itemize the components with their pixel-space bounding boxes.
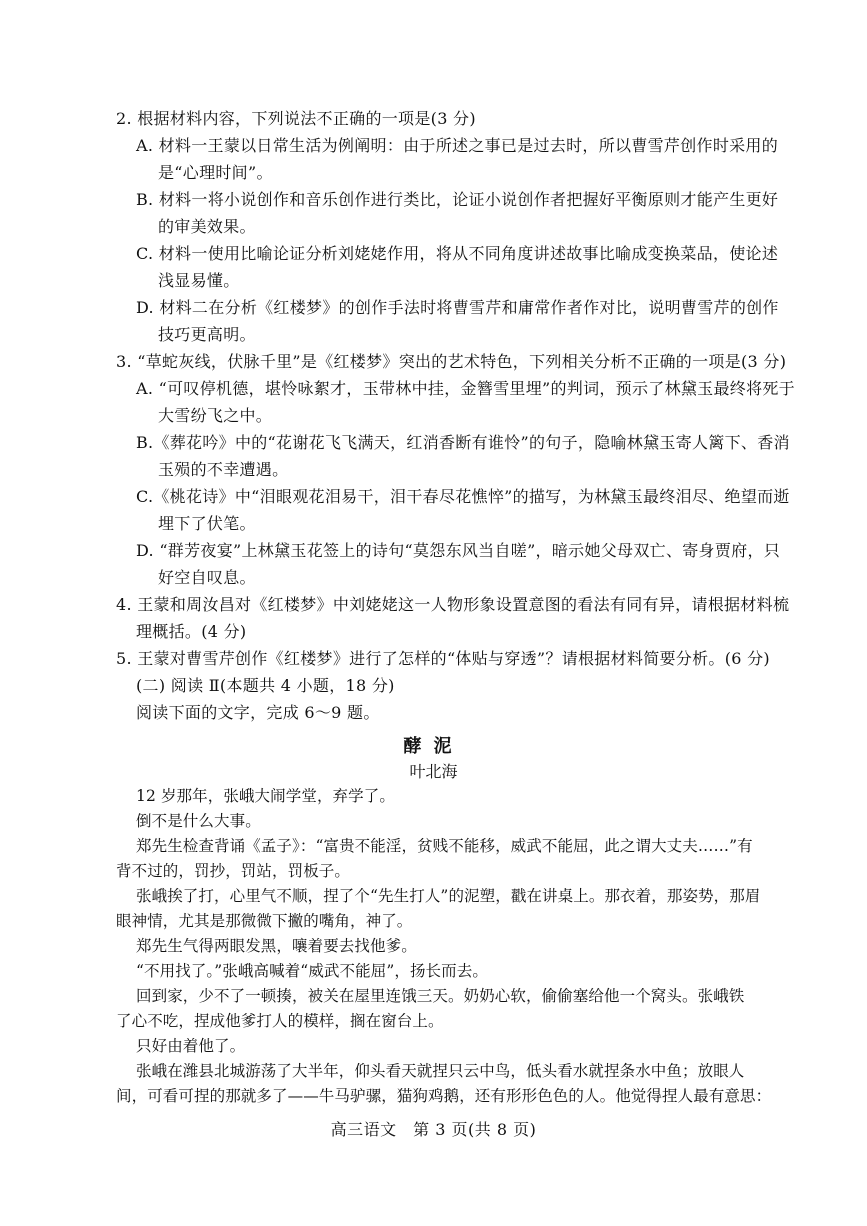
- question-4-stem-cont: 理概括。(4 分): [136, 622, 247, 641]
- story-paragraph: 回到家，少不了一顿揍，被关在屋里连饿三天。奶奶心软，偷偷塞给他一个窝头。张峨铁: [136, 987, 745, 1005]
- question-3-option-b-cont: 玉殒的不幸遭遇。: [158, 460, 289, 479]
- question-2-option-b-cont: 的审美效果。: [158, 217, 256, 236]
- question-2-option-b: B. 材料一将小说创作和音乐创作进行类比，论证小说创作者把握好平衡原则才能产生更好: [136, 190, 779, 209]
- question-3-option-a-cont: 大雪纷飞之中。: [158, 406, 273, 425]
- page-footer: 高三语文 第 3 页(共 8 页): [330, 1120, 537, 1139]
- question-2-option-d-cont: 技巧更高明。: [158, 325, 256, 344]
- story-paragraph: 张峨挨了打，心里气不顺，捏了个“先生打人”的泥塑，戳在讲桌上。那衣着，那姿势，那眉: [136, 887, 761, 905]
- question-3-option-a: A. “可叹停机德，堪怜咏絮才，玉带林中挂，金簪雪里埋”的判词，预示了林黛玉最终将死于: [136, 379, 795, 398]
- question-2-option-a: A. 材料一王蒙以日常生活为例阐明：由于所述之事已是过去时，所以曹雪芹创作时采用的: [136, 136, 779, 155]
- section-heading: (二) 阅读 Ⅱ(本题共 4 小题，18 分): [136, 676, 395, 695]
- story-paragraph: 郑先生检查背诵《孟子》：“富贵不能淫，贫贱不能移，威武不能屈，此之谓大丈夫……”有: [136, 837, 753, 855]
- question-4-stem: 4. 王蒙和周汝昌对《红楼梦》中刘姥姥这一人物形象设置意图的看法有同有异，请根据材料梳: [116, 595, 790, 614]
- question-3-option-d: D. “群芳夜宴”上林黛玉花签上的诗句“莫怨东风当自嗟”，暗示她父母双亡、寄身贾府，只: [136, 541, 781, 560]
- story-author: 叶北海: [409, 762, 458, 781]
- question-5-stem: 5. 王蒙对曹雪芹创作《红楼梦》进行了怎样的“体贴与穿透”？请根据材料简要分析。(6 分): [116, 649, 770, 668]
- question-2-option-a-cont: 是“心理时间”。: [158, 163, 273, 182]
- story-paragraph-cont: 间，可看可捏的那就多了——牛马驴骡，猫狗鸡鹅，还有形形色色的人。他觉得捏人最有意思：: [116, 1087, 772, 1105]
- question-2-stem: 2. 根据材料内容，下列说法不正确的一项是(3 分): [116, 109, 476, 128]
- question-3-option-c-cont: 埋下了伏笔。: [158, 514, 256, 533]
- question-3-option-b: B.《葬花吟》中的“花谢花飞飞满天，红消香断有谁怜”的句子，隐喻林黛玉寄人篱下、香消: [136, 433, 790, 452]
- story-paragraph: 倒不是什么大事。: [136, 812, 261, 830]
- question-3-option-d-cont: 好空自叹息。: [158, 568, 256, 587]
- story-paragraph-cont: 背不过的，罚抄，罚站，罚板子。: [116, 862, 351, 880]
- question-3-stem: 3. “草蛇灰线，伏脉千里”是《红楼梦》突出的艺术特色，下列相关分析不正确的一项是(3 分): [116, 352, 787, 371]
- story-paragraph: “不用找了。”张峨高喊着“威武不能屈”，扬长而去。: [136, 962, 488, 980]
- question-2-option-c-cont: 浅显易懂。: [158, 271, 240, 290]
- section-instruction: 阅读下面的文字，完成 6～9 题。: [136, 703, 380, 722]
- question-3-option-c: C.《桃花诗》中“泪眼观花泪易干，泪干春尽花憔悴”的描写，为林黛玉最终泪尽、绝望而逝: [136, 487, 790, 506]
- question-2-option-d: D. 材料二在分析《红楼梦》的创作手法时将曹雪芹和庸常作者作对比，说明曹雪芹的创作: [136, 298, 779, 317]
- story-paragraph-cont: 了心不吃，捏成他爹打人的模样，搁在窗台上。: [116, 1012, 444, 1030]
- story-paragraph-cont: 眼神情，尤其是那微微下撇的嘴角，神了。: [116, 912, 413, 930]
- question-2-option-c: C. 材料一使用比喻论证分析刘姥姥作用，将从不同角度讲述故事比喻成变换菜品，使论述: [136, 244, 779, 263]
- story-title: 酵泥: [403, 736, 464, 757]
- story-paragraph: 12 岁那年，张峨大闹学堂，弃学了。: [136, 787, 395, 805]
- story-paragraph: 郑先生气得两眼发黑，嚷着要去找他爹。: [136, 937, 417, 955]
- story-paragraph: 张峨在潍县北城游荡了大半年，仰头看天就捏只云中鸟，低头看水就捏条水中鱼；放眼人: [136, 1062, 745, 1080]
- story-paragraph: 只好由着他了。: [136, 1037, 246, 1055]
